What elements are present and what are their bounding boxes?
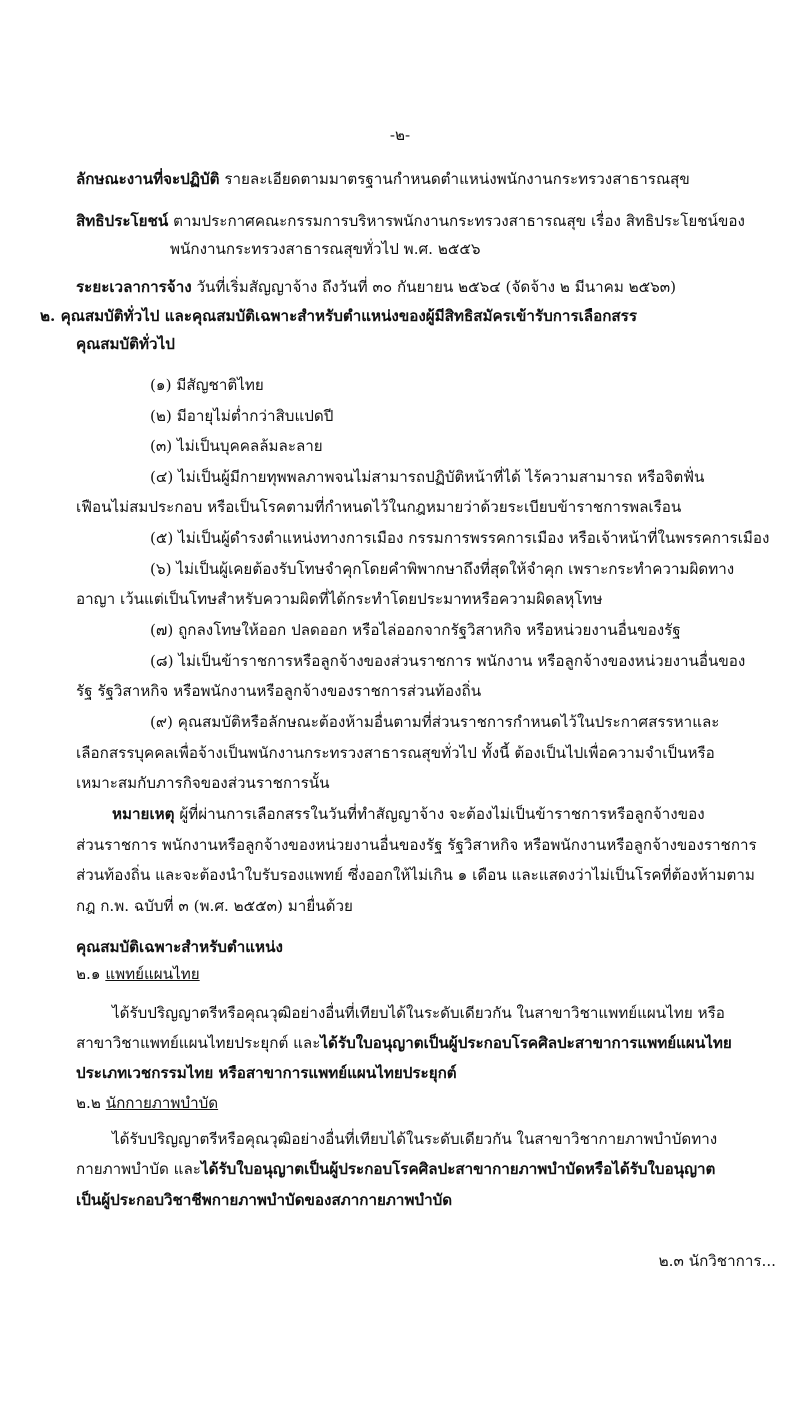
- qualification-line: (๒) มีอายุไม่ต่ำกว่าสิบแปดปี: [150, 407, 334, 425]
- qualification-line: อาญา เว้นแต่เป็นโทษสำหรับความผิดที่ได้กระทำโดยประมาทหรือความผิดลหุโทษ: [76, 590, 603, 608]
- general-qualifications-heading: คุณสมบัติทั่วไป: [76, 335, 175, 353]
- position-2-2-line-3: เป็นผู้ประกอบวิชาชีพกายภาพบำบัดของสภากายภาพบำบัด: [76, 1191, 453, 1209]
- position-2-2-text: กายภาพบำบัด และ: [76, 1160, 201, 1178]
- qualification-line: เหมาะสมกับภารกิจของส่วนราชการนั้น: [76, 774, 330, 792]
- note-line-2: ส่วนราชการ พนักงานหรือลูกจ้างของหน่วยงานอื่นของรัฐ รัฐวิสาหกิจ หรือพนักงานหรือลูกจ้างของราชการ: [76, 836, 757, 854]
- job-description-line: [76, 168, 690, 190]
- qualification-line: (๓) ไม่เป็นบุคคลล้มละลาย: [150, 437, 323, 455]
- continued-marker: ๒.๓ นักวิชาการ...: [658, 1252, 776, 1270]
- qualification-line: (๑) มีสัญชาติไทย: [150, 376, 264, 394]
- qualification-line: (๖) ไม่เป็นผู้เคยต้องรับโทษจำคุกโดยคำพิพากษาถึงที่สุดให้จำคุก เพราะกระทำความผิดทาง: [150, 560, 735, 578]
- qualification-line: เฟือนไม่สมประกอบ หรือเป็นโรคตามที่กำหนดไว้ในกฎหมายว่าด้วยระเบียบข้าราชการพลเรือน: [76, 498, 682, 516]
- job-description-text: รายละเอียดตามมาตรฐานกำหนดตำแหน่งพนักงานกระทรวงสาธารณสุข: [219, 170, 690, 188]
- duration-label: ระยะเวลาการจ้าง: [76, 278, 192, 296]
- position-title: นักกายภาพบำบัด: [105, 1094, 219, 1112]
- position-2-2-license: ได้รับใบอนุญาตเป็นผู้ประกอบโรคศิลปะสาขากายภาพบำบัดหรือได้รับใบอนุญาต: [200, 1160, 716, 1178]
- note-line-4: กฎ ก.พ. ฉบับที่ ๓ (พ.ศ. ๒๕๕๓) มายื่นด้วย: [76, 897, 353, 915]
- qualification-line: (๙) คุณสมบัติหรือลักษณะต้องห้ามอื่นตามที่ส่วนราชการกำหนดไว้ในประกาศสรรหาและ: [150, 713, 720, 731]
- job-description-label: ลักษณะงานที่จะปฏิบัติ: [76, 170, 220, 188]
- position-2-1-line-1: ได้รับปริญญาตรีหรือคุณวุฒิอย่างอื่นที่เทียบได้ในระดับเดียวกัน ในสาขาวิชาแพทย์แผนไทย หรือ: [112, 1004, 725, 1022]
- position-2-1-license: ได้รับใบอนุญาตเป็นผู้ประกอบโรคศิลปะสาขาการแพทย์แผนไทย: [320, 1034, 732, 1052]
- duration-text: วันที่เริ่มสัญญาจ้าง ถึงวันที่ ๓๐ กันยายน ๒๕๖๔ (จัดจ้าง ๒ มีนาคม ๒๕๖๓): [191, 278, 677, 296]
- benefits-text-1: ตามประกาศคณะกรรมการบริหารพนักงานกระทรวงสาธารณสุข เรื่อง สิทธิประโยชน์ของ: [168, 212, 745, 230]
- qualification-line: (๔) ไม่เป็นผู้มีกายทุพพลภาพจนไม่สามารถปฏิบัติหน้าที่ได้ ไร้ความสามารถ หรือจิตฟั่น: [150, 468, 705, 486]
- note-label: หมายเหตุ: [112, 805, 175, 823]
- benefits-label: สิทธิประโยชน์: [76, 212, 169, 230]
- position-2-2-line-2: [76, 1158, 715, 1180]
- position-2-1-text: สาขาวิชาแพทย์แผนไทยประยุกต์ และ: [76, 1034, 321, 1052]
- note-text-1: ผู้ที่ผ่านการเลือกสรรในวันที่ทำสัญญาจ้าง จะต้องไม่เป็นข้าราชการหรือลูกจ้างของ: [174, 805, 705, 823]
- section-2-heading: ๒. คุณสมบัติทั่วไป และคุณสมบัติเฉพาะสำหรับตำแหน่งของผู้มีสิทธิสมัครเข้ารับการเลือกสรร: [40, 307, 637, 325]
- position-number: ๒.๒: [76, 1094, 106, 1112]
- qualification-line: เลือกสรรบุคคลเพื่อจ้างเป็นพนักงานกระทรวงสาธารณสุขทั่วไป ทั้งนี้ ต้องเป็นไปเพื่อความจำเป็นหรือ: [76, 744, 715, 762]
- note-line-3: ส่วนท้องถิ่น และจะต้องนำใบรับรองแพทย์ ซึ่งออกให้ไม่เกิน ๑ เดือน และแสดงว่าไม่เป็นโรคที่ต้องห้ามตาม: [76, 866, 755, 884]
- qualification-line: (๗) ถูกลงโทษให้ออก ปลดออก หรือไล่ออกจากรัฐวิสาหกิจ หรือหน่วยงานอื่นของรัฐ: [150, 621, 681, 639]
- qualification-line: (๕) ไม่เป็นผู้ดำรงตำแหน่งทางการเมือง กรรมการพรรคการเมือง หรือเจ้าหน้าที่ในพรรคการเมือง: [150, 529, 770, 547]
- note-line-1: [112, 803, 705, 825]
- position-2-1-line-2: [76, 1032, 732, 1054]
- position-2-2-line-1: ได้รับปริญญาตรีหรือคุณวุฒิอย่างอื่นที่เทียบได้ในระดับเดียวกัน ในสาขาวิชากายภาพบำบัดทาง: [112, 1130, 718, 1148]
- specific-qualifications-heading: คุณสมบัติเฉพาะสำหรับตำแหน่ง: [76, 938, 283, 956]
- qualification-line: (๘) ไม่เป็นข้าราชการหรือลูกจ้างของส่วนราชการ พนักงาน หรือลูกจ้างของหน่วยงานอื่นของ: [150, 652, 746, 670]
- position-title: แพทย์แผนไทย: [105, 965, 200, 983]
- position-2-2-heading: [76, 1092, 218, 1114]
- duration-line: [76, 276, 676, 298]
- position-2-1-heading: [76, 963, 200, 985]
- benefits-line-2: พนักงานกระทรวงสาธารณสุขทั่วไป พ.ศ. ๒๕๕๖: [170, 240, 481, 258]
- position-number: ๒.๑: [76, 965, 106, 983]
- position-2-1-line-3: ประเภทเวชกรรมไทย หรือสาขาการแพทย์แผนไทยประยุกต์: [76, 1064, 457, 1082]
- qualification-line: รัฐ รัฐวิสาหกิจ หรือพนักงานหรือลูกจ้างของราชการส่วนท้องถิ่น: [76, 682, 482, 700]
- benefits-line-1: [76, 210, 745, 232]
- page-number: -๒-: [389, 126, 411, 144]
